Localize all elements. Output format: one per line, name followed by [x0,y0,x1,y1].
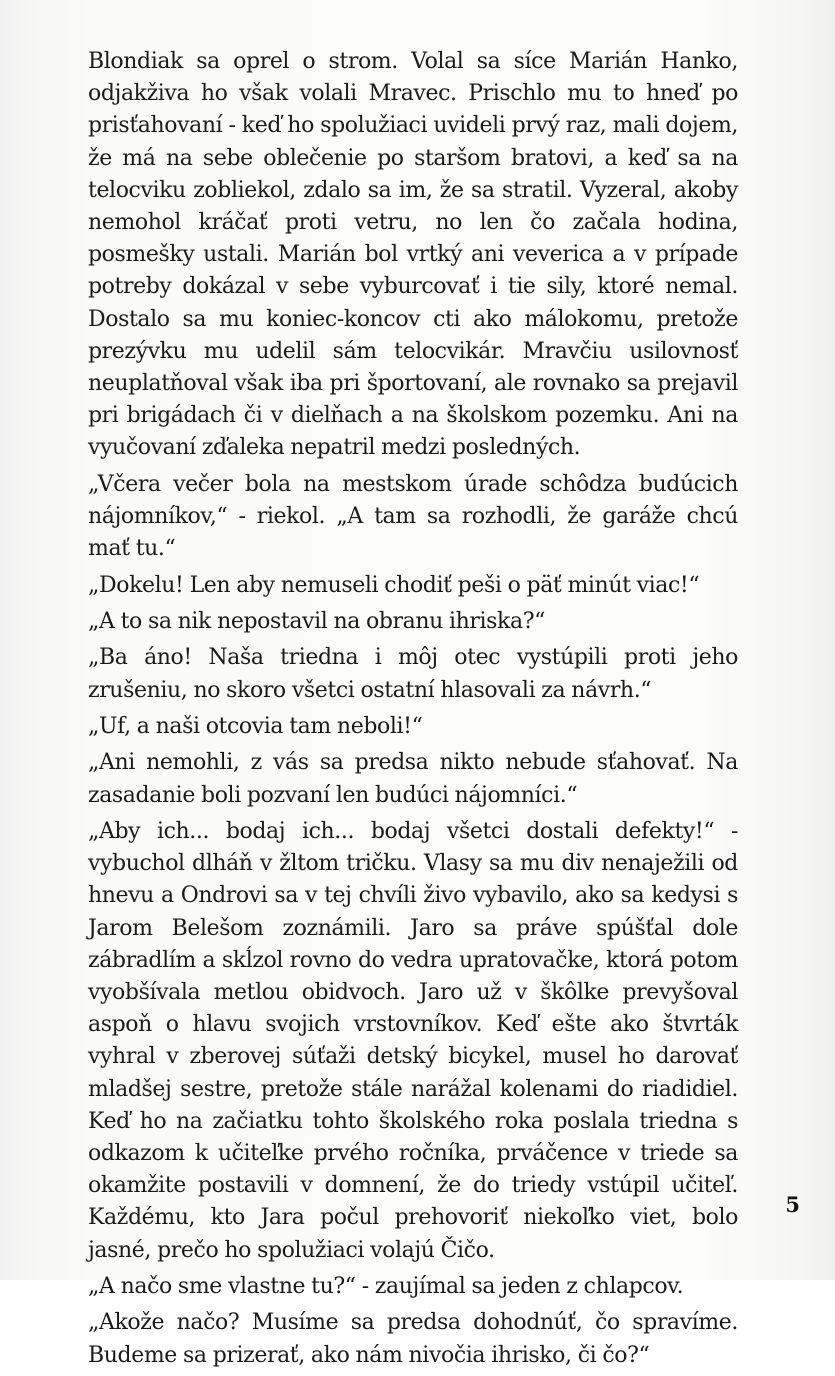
paragraph-10: „Akože načo? Musíme sa predsa dohodnúť, čo spravíme. Budeme sa prizerať, ako nám nivočia ihrisko, či čo?“ [88,1310,738,1368]
paragraph-5: „Ba áno! Naša triedna i môj otec vystúpili proti jeho zrušeniu, no skoro všetci ostatní hlasovali za návrh.“ [88,645,738,703]
paragraph-9: „A načo sme vlastne tu?“ - zaujímal sa jeden z chlapcov. [88,1274,684,1300]
paragraph-8: „Aby ich... bodaj ich... bodaj všetci dostali defekty!“ - vybuchol dlháň v žltom tričku. Vlasy sa mu div nenaježili od hnevu a Ondrovi sa v tej chvíli živo vybavilo, ako sa kedysi s Jarom Belešom zoznámili. Jaro sa práve spúšťal dole zábradlím a skĺzol rovno do vedra upratovačke, ktorá potom vyobšívala metlou obidvoch. Jaro už v škôlke prevyšoval aspoň o hlavu svojich vrstovníkov. Keď ešte ako štvrták vyhral v zberovej súťaži detský bicykel, musel ho darovať mladšej sestre, pretože stále narážal kolenami do riadidiel. Keď ho na začiatku tohto školského roka poslala triedna s odkazom k učiteľke prvého ročníka, prváčence v triede sa okamžite postavili v domnení, že do triedy vstúpil učiteľ. Každému, kto Jara počul prehovoriť niekoľko viet, bolo jasné, prečo ho spolužiaci volajú Čičo. [88,818,738,1263]
paragraph-7: „Ani nemohli, z vás sa predsa nikto nebude sťahovať. Na zasadanie boli pozvaní len budúci nájomníci.“ [88,750,738,808]
paragraph-1: Blondiak sa oprel o strom. Volal sa síce Marián Hanko, odjakživa ho však volali Mravec. Prischlo mu to hneď po prisťahovaní - keď ho spolužiaci uvideli prvý raz, mali dojem, že má na sebe oblečenie po staršom bratovi, a keď sa na telocviku zobliekol, zdalo sa im, že sa stratil. Vyzeral, akoby nemohol kráčať proti vetru, no len čo začala hodina, posmešky ustali. Marián bol vrtký ani veverica a v prípade potreby dokázal v sebe vyburcovať i tie sily, ktoré nemal. Dostalo sa mu koniec-koncov cti ako málokomu, pretože prezývku mu udelil sám telocvikár. Mravčiu usilovnosť neuplatňoval však iba pri športovaní, ale rovnako sa prejavil pri brigádach či v dielňach a na školskom pozemku. Ani na vyučovaní zďaleka nepatril medzi posledných. [88,49,738,461]
paragraph-3: „Dokelu! Len aby nemuseli chodiť peši o päť minút viac!“ [88,572,700,598]
page-number: 5 [785,1192,800,1217]
paragraph-6: „Uf, a naši otcovia tam neboli!“ [88,714,423,739]
paragraph-4: „A to sa nik nepostavil na obranu ihriska?“ [88,609,545,635]
paragraph-2: „Včera večer bola na mestskom úrade schôdza budúcich nájomníkov,“ - riekol. „A tam sa rozhodli, že garáže chcú mať tu.“ [88,471,738,562]
page-text [88,46,738,1376]
